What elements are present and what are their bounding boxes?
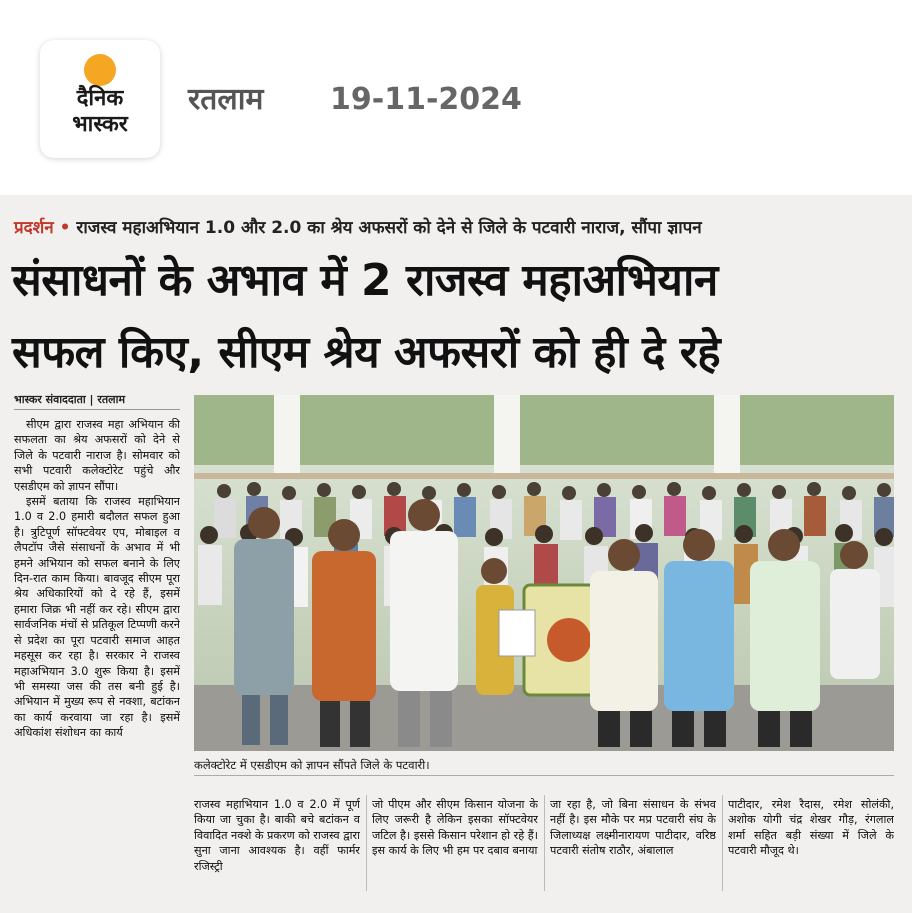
- article-column-2: जो पीएम और सीएम किसान योजना के लिए जरूरी है लेकिन इसका सॉफ्टवेयर जटिल है। इससे किसान परेशान हो रहे हैं। इस कार्य के लिए भी हम पर दबाव बनाया: [372, 798, 538, 858]
- byline: भास्कर संवाददाता | रतलाम: [14, 393, 180, 410]
- group-photo-illustration: [194, 395, 894, 751]
- article-left-column: [14, 417, 180, 907]
- dainik-bhaskar-logo[interactable]: [40, 40, 160, 158]
- photo-caption: कलेक्टोरेट में एसडीएम को ज्ञापन सौंपते जिले के पटवारी।: [194, 758, 430, 772]
- headline-line-1: संसाधनों के अभाव में 2 राजस्व महाअभियान: [12, 255, 718, 306]
- edition-date: 19-11-2024: [330, 82, 522, 117]
- kicker-tag: प्रदर्शन: [14, 218, 54, 238]
- kicker-line: [14, 211, 894, 245]
- article-column-1: राजस्व महाभियान 1.0 व 2.0 में पूर्ण किया जा चुका है। बाकी बचे बटांकन व विवादित नक्शे के प्रकरण को राजस्व द्वारा सुना जाना आवश्यक है। वहीं फार्मर रजिस्ट्री: [194, 798, 360, 873]
- logo-line2: भास्कर: [72, 112, 128, 137]
- kicker-text: राजस्व महाअभियान 1.0 और 2.0 का श्रेय अफसरों को देने से जिले के पटवारी नाराज, सौंपा ज्ञापन: [76, 218, 702, 238]
- column-divider: [722, 795, 723, 891]
- newspaper-clipping[interactable]: [0, 195, 912, 913]
- kicker-bullet: •: [59, 218, 71, 238]
- logo-line1: दैनिक: [76, 86, 124, 111]
- column-divider: [366, 795, 367, 891]
- column-divider: [544, 795, 545, 891]
- sun-icon: [84, 54, 116, 86]
- article-photo: [194, 395, 894, 751]
- city-label: रतलाम: [188, 82, 264, 117]
- article-column-3: जा रहा है, जो बिना संसाधन के संभव नहीं है। इस मौके पर मप्र पटवारी संघ के जिलाध्यक्ष लक्ष्मीनारायण पाटीदार, वरिष्ठ पटवारी संतोष राठौर, अंबालाल: [550, 798, 716, 858]
- app-header: [0, 0, 912, 195]
- headline-line-2: सफल किए, सीएम श्रेय अफसरों को ही दे रहे: [12, 327, 721, 378]
- caption-divider: [194, 775, 894, 776]
- paragraph-1: सीएम द्वारा राजस्व महा अभियान की सफलता का श्रेय अफसरों को देने से जिले के पटवारी नाराज है। सोमवार को सभी पटवारी कलेक्टोरेट पहुंचे और एसडीएम को ज्ञापन सौंपा।: [14, 418, 180, 493]
- article-column-4: पाटीदार, रमेश रैदास, रमेश सोलंकी, अशोक योगी चंद्र शेखर गौड़, रंगलाल शर्मा सहित बड़ी संख्या में जिले के पटवारी मौजूद थे।: [728, 798, 894, 858]
- paragraph-2: इसमें बताया कि राजस्व महाभियान 1.0 व 2.0 हमारी बदौलत सफल हुआ है। त्रुटिपूर्ण सॉफ्टवेयर एप, मोबाइल व लैपटॉप जैसे संसाधनों के अभाव में भी हमने अभियान को सफल बनाने के लिए दिन-रात काम किया। बावजूद सीएम पूरा श्रेय अधिकारियों को दे रहे हैं, इसमें हमारा जिक्र भी नहीं कर रहे। सीएम द्वारा सार्वजनिक मंचों से प्रतिकूल टिप्पणी करने से प्रदेश का पूरा पटवारी समाज आहत महसूस कर रहा है। सरकार ने राजस्व महाअभियान 3.0 शुरू किया है। इसमें भी समस्या जस की तस बनी हुई है। अभियान में मुख्य रूप से नक्शा, बटांकन का कार्य करवाया जा रहा है। इसमें अधिकांश संशोधन का कार्य: [14, 495, 180, 740]
